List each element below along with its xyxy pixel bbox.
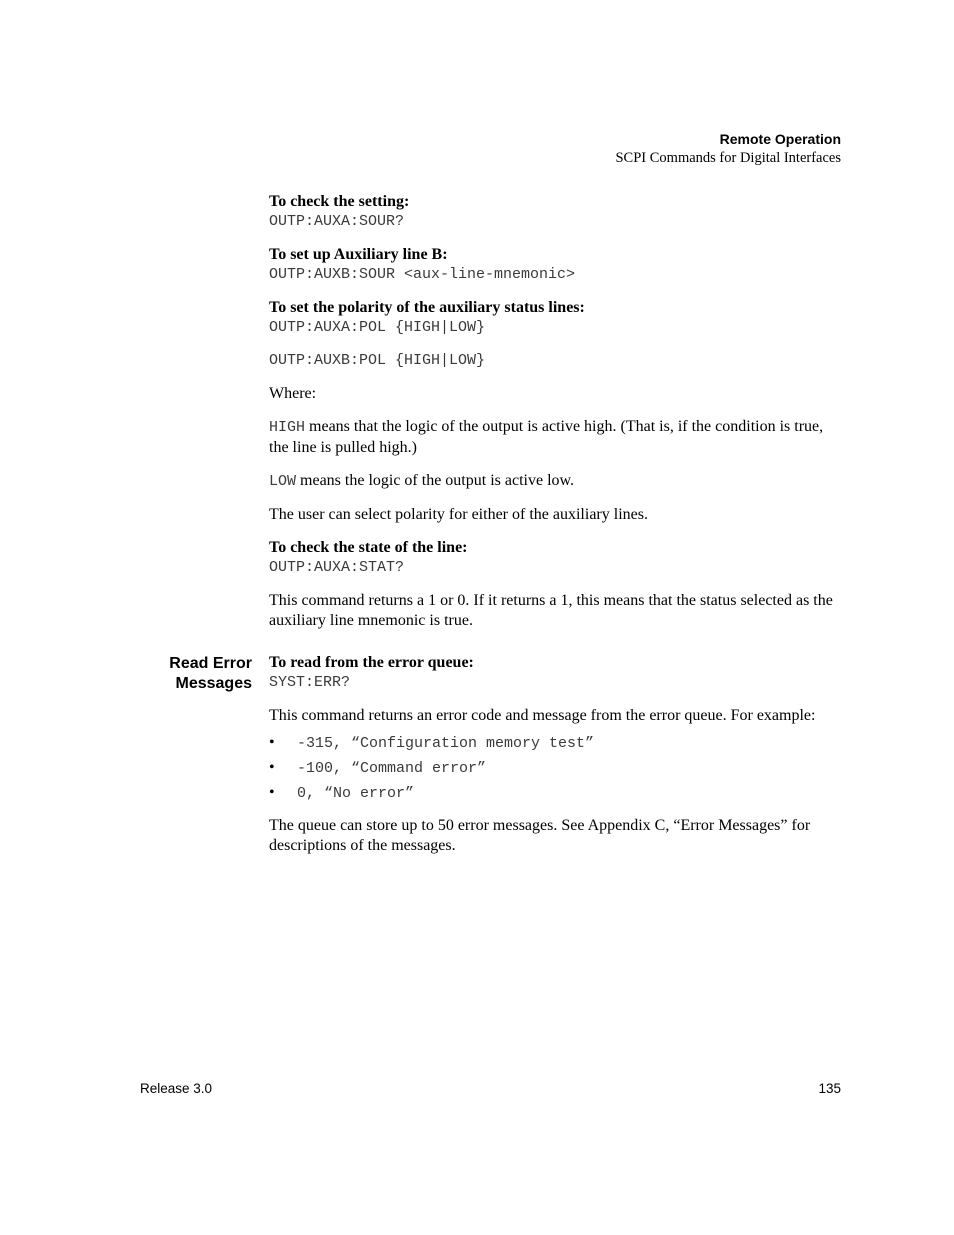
- high-code: HIGH: [269, 419, 306, 436]
- check-state-heading: To check the state of the line:: [269, 539, 468, 556]
- section-heading-read-error-messages: [169, 654, 252, 694]
- error-example-code: -315, “Configuration memory test”: [297, 735, 595, 752]
- user-polarity-text: The user can select polarity for either of the auxiliary lines.: [269, 506, 648, 523]
- error-example-list: [269, 733, 844, 808]
- read-errors-heading: To read from the error queue:: [269, 654, 474, 671]
- bullet-icon: •: [269, 734, 275, 751]
- queue-closing-text: The queue can store up to 50 error messages. See Appendix C, “Error Messages” for descriptions of the messages.: [269, 817, 811, 854]
- high-text: means that the logic of the output is active high. (That is, if the condition is true, the line is pulled high.): [269, 418, 824, 456]
- list-item: [269, 758, 844, 783]
- error-example-code: 0, “No error”: [297, 785, 415, 802]
- read-errors-text: This command returns an error code and message from the error queue. For example:: [269, 707, 816, 724]
- main-content: [269, 192, 844, 856]
- error-example-code: -100, “Command error”: [297, 760, 487, 777]
- footer-page-number: 135: [818, 1081, 841, 1096]
- polarity-code-b: OUTP:AUXB:POL {HIGH|LOW}: [269, 352, 486, 369]
- section-heading-line-1: Read Error: [169, 655, 252, 672]
- running-header-subtitle: SCPI Commands for Digital Interfaces: [615, 150, 841, 166]
- check-setting-heading: To check the setting:: [269, 193, 410, 210]
- setup-aux-b-code: OUTP:AUXB:SOUR <aux-line-mnemonic>: [269, 266, 576, 283]
- list-item: [269, 783, 844, 808]
- high-description: [269, 417, 844, 458]
- where-label: Where:: [269, 385, 317, 402]
- check-state-code: OUTP:AUXA:STAT?: [269, 559, 405, 576]
- polarity-code-a: OUTP:AUXA:POL {HIGH|LOW}: [269, 319, 486, 336]
- bullet-icon: •: [269, 759, 275, 776]
- list-item: [269, 733, 844, 758]
- footer-release: Release 3.0: [140, 1081, 213, 1096]
- polarity-heading: To set the polarity of the auxiliary status lines:: [269, 299, 585, 316]
- low-code: LOW: [269, 473, 297, 490]
- setup-aux-b-heading: To set up Auxiliary line B:: [269, 246, 448, 263]
- bullet-icon: •: [269, 784, 275, 801]
- low-text: means the logic of the output is active low.: [296, 472, 575, 489]
- section-heading-line-2: Messages: [175, 675, 252, 692]
- check-setting-code: OUTP:AUXA:SOUR?: [269, 213, 405, 230]
- running-header-title: Remote Operation: [719, 131, 841, 147]
- low-description: [269, 471, 844, 492]
- check-state-text: This command returns a 1 or 0. If it returns a 1, this means that the status selected as the auxiliary line mnemonic is true.: [269, 592, 833, 629]
- read-errors-code: SYST:ERR?: [269, 674, 351, 691]
